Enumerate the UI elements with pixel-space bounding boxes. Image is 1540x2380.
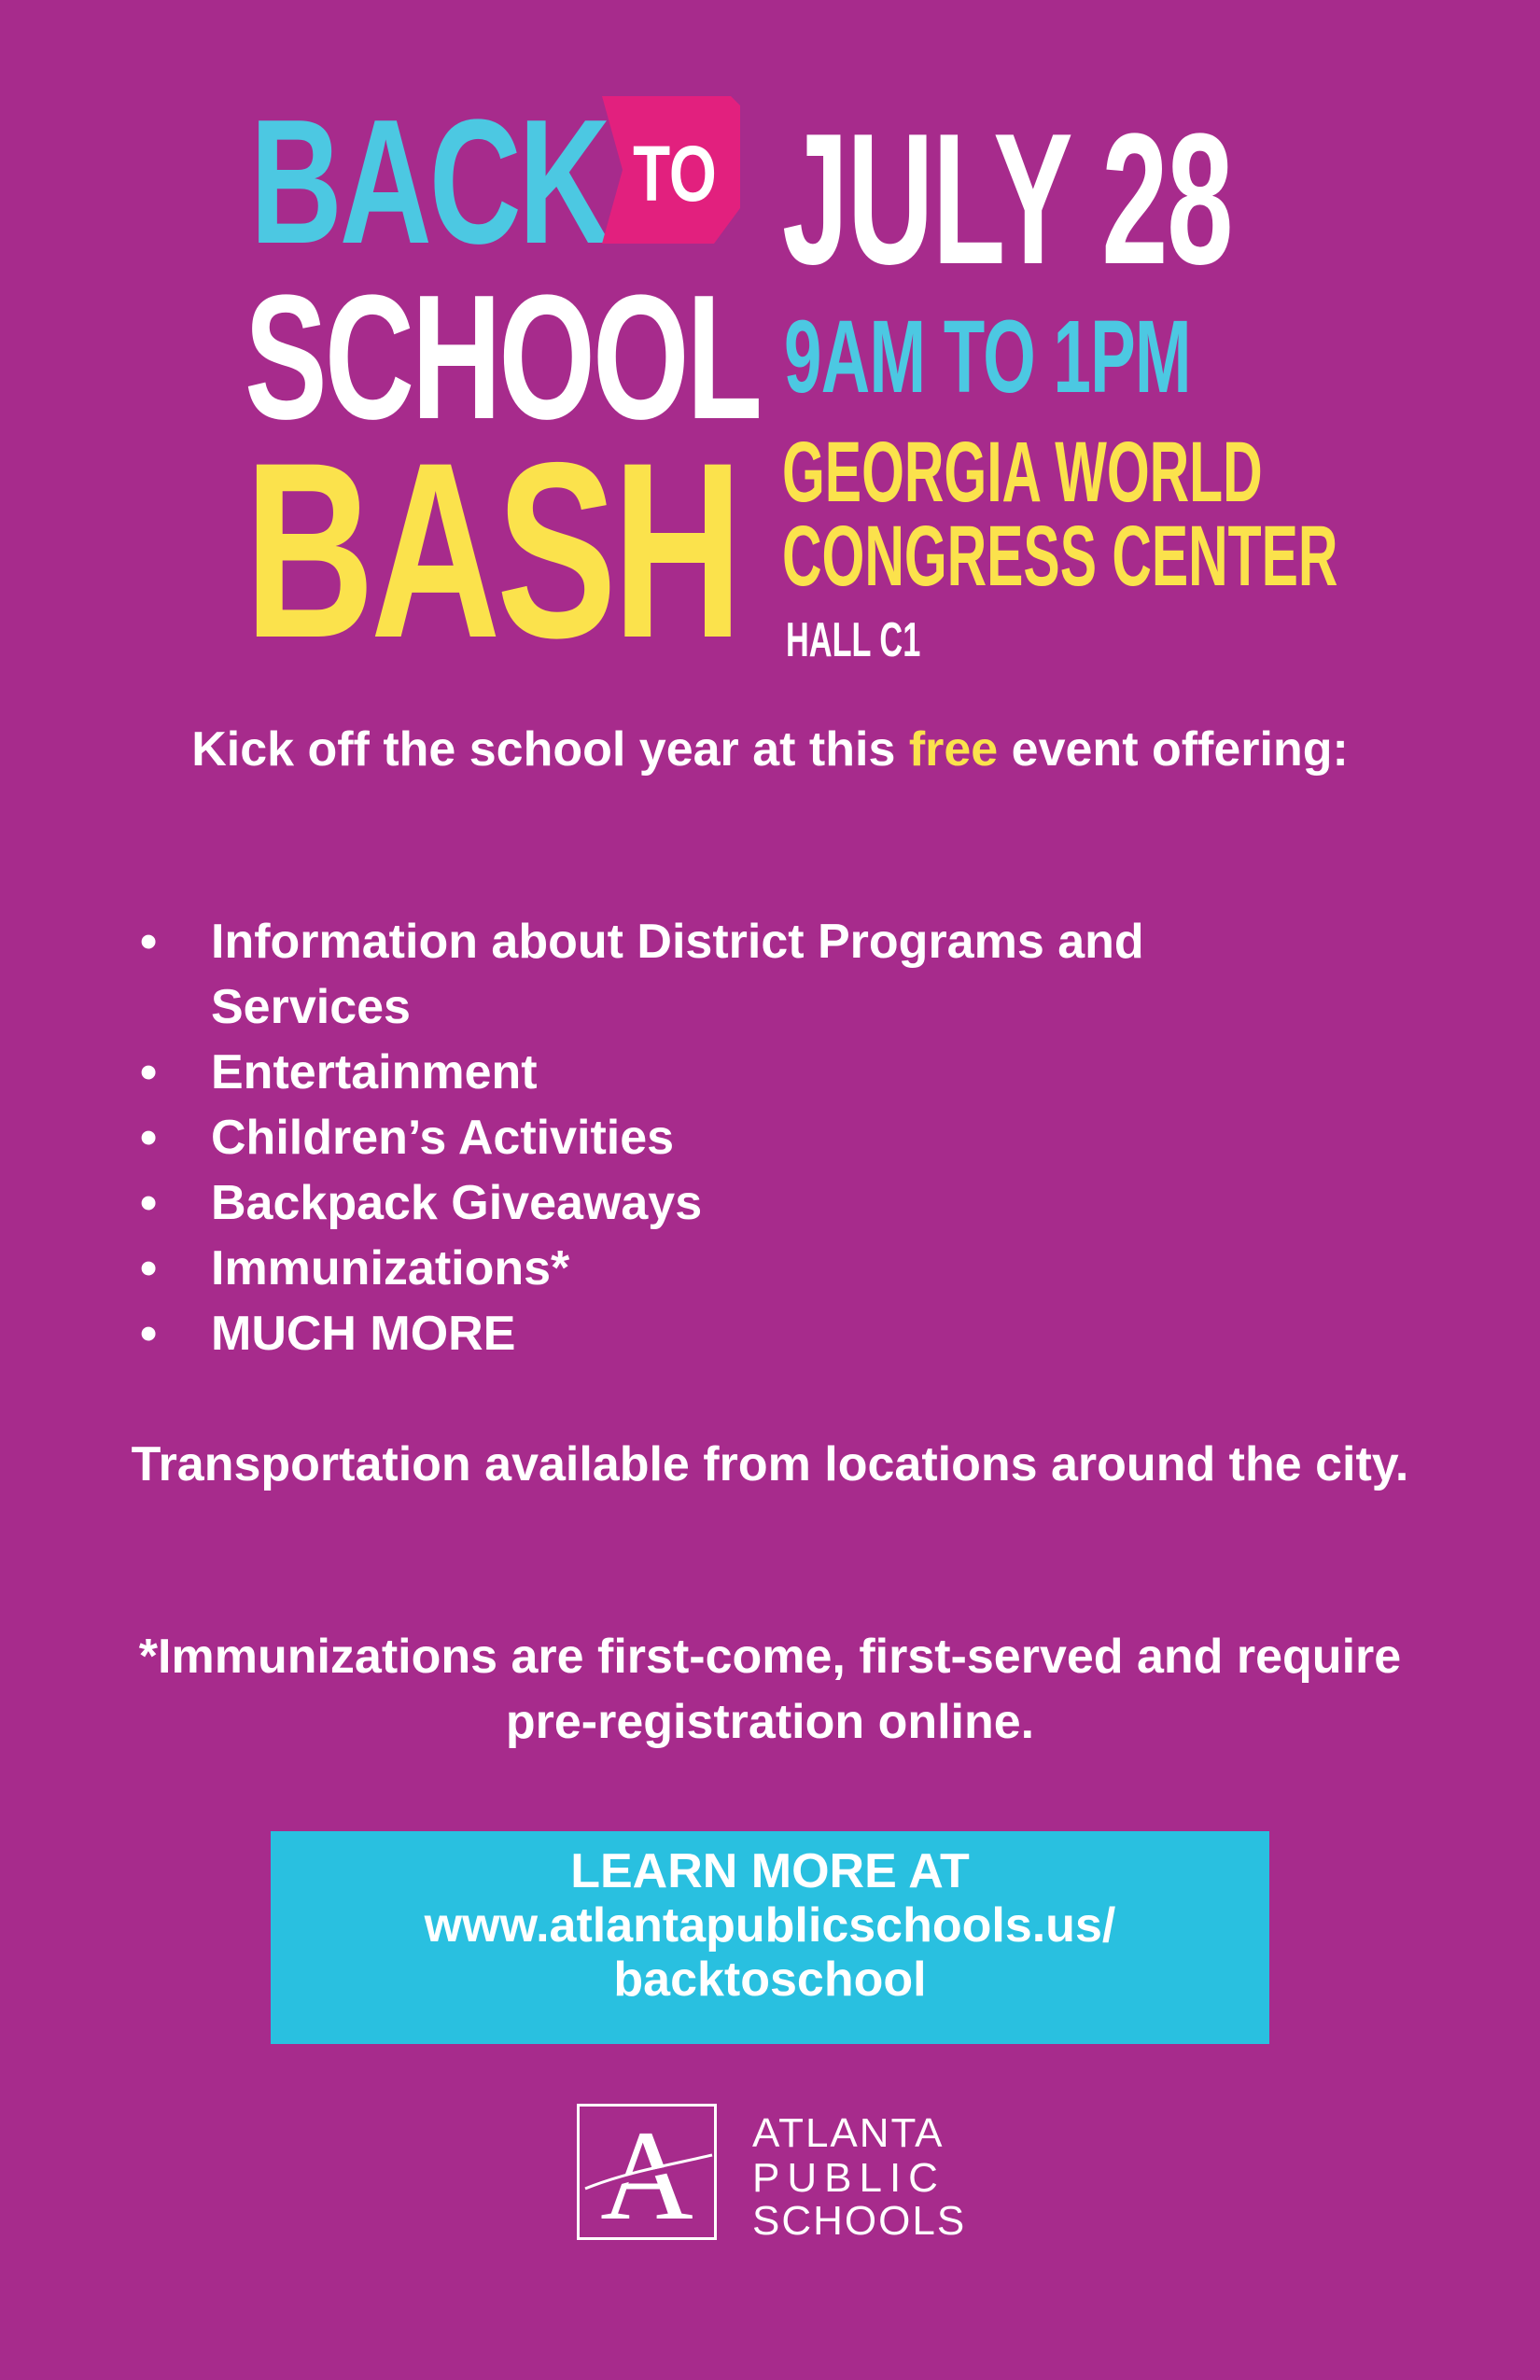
title-bash: BASH: [245, 410, 739, 690]
logo-text-atlanta: ATLANTA: [752, 2110, 945, 2156]
intro-after: event offering:: [998, 722, 1349, 777]
logo-a-emblem-icon: [580, 2107, 714, 2237]
cta-line1: LEARN MORE AT: [570, 1844, 970, 1898]
logo-text-public: PUBLIC: [752, 2155, 945, 2201]
intro-free-highlight: free: [908, 722, 999, 777]
logo-emblem-box: [577, 2104, 717, 2240]
offering-item: • Backpack Giveaways: [131, 1170, 1344, 1236]
offerings-list: [131, 909, 1344, 1366]
title-to: TO: [633, 130, 717, 217]
title-back: BACK: [250, 83, 609, 281]
learn-more-banner[interactable]: [271, 1831, 1269, 2044]
logo-text-schools: SCHOOLS: [752, 2198, 967, 2244]
offering-item: • Entertainment: [131, 1040, 1344, 1105]
logo-emblem-letter: A: [600, 2107, 693, 2237]
immunization-note: *Immunizations are first-come, first-served and require pre-registration online.: [138, 1630, 1402, 1749]
offering-item: • Information about District Programs and Services: [131, 909, 1344, 1040]
offering-item: • Immunizations*: [131, 1236, 1344, 1301]
title-to-badge: [602, 96, 740, 244]
event-date: JULY 28: [782, 95, 1233, 303]
event-venue-line1: GEORGIA WORLD: [782, 425, 1263, 520]
event-venue-line2: CONGRESS CENTER: [782, 509, 1338, 604]
atlanta-public-schools-logo: [577, 2104, 967, 2244]
intro-before: Kick off the school year at this: [191, 722, 909, 777]
event-hall: HALL C1: [786, 613, 921, 667]
transportation-note: Transportation available from locations around the city.: [131, 1437, 1409, 1491]
title-school: SCHOOL: [245, 259, 761, 456]
cta-url-line2[interactable]: www.atlantapublicschools.us/: [424, 1898, 1116, 1953]
cta-url-line3[interactable]: backtoschool: [613, 1953, 927, 2007]
offering-item: • MUCH MORE: [131, 1301, 1344, 1366]
offering-item: • Children’s Activities: [131, 1105, 1344, 1170]
event-time: 9AM TO 1PM: [784, 300, 1191, 414]
intro-text: [131, 717, 1409, 782]
